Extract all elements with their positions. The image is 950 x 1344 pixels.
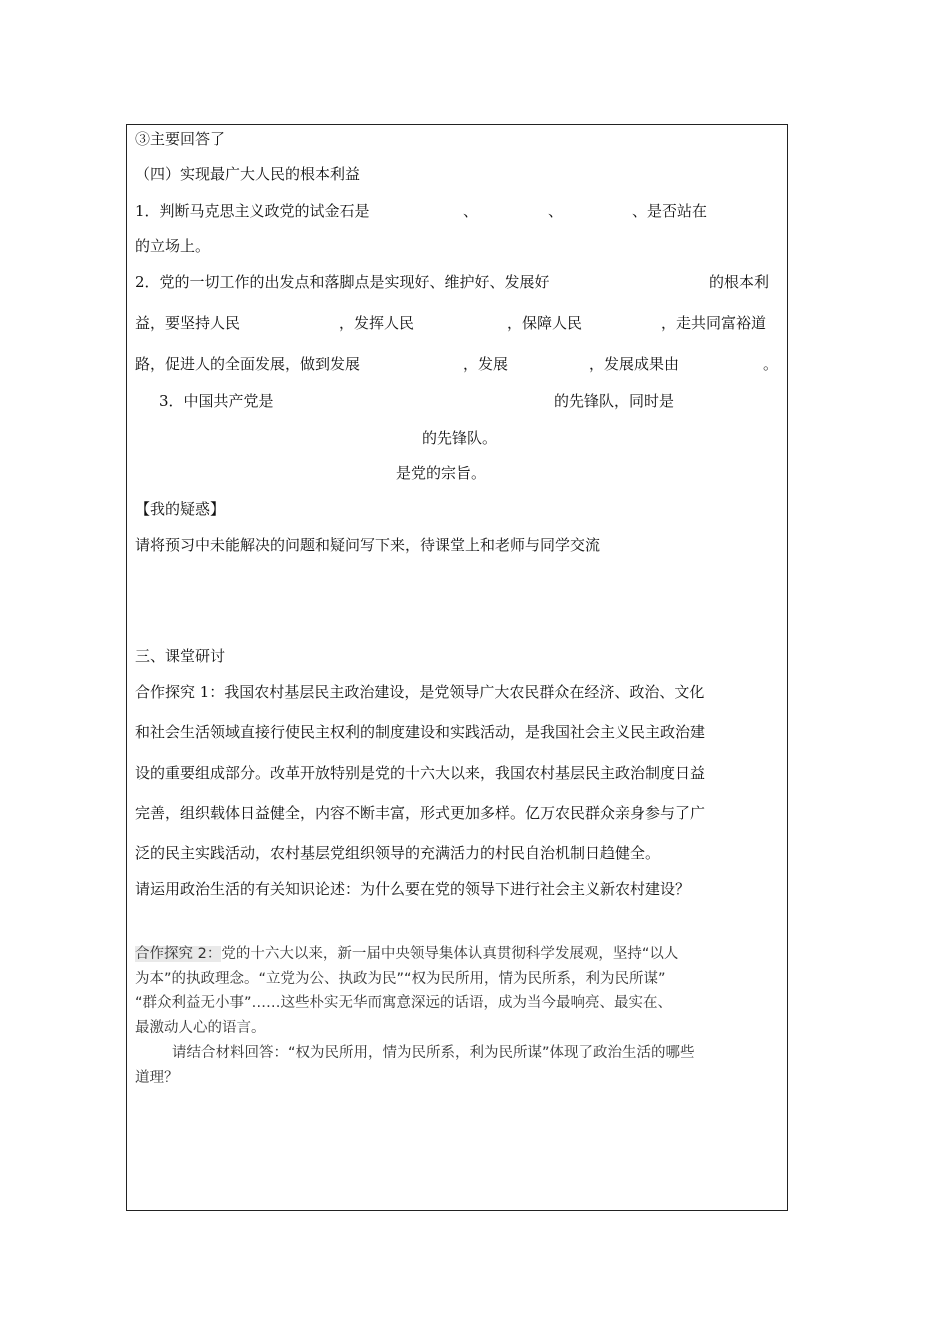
inquiry2-line: “群众利益无小事”……这些朴实无华而寓意深远的话语，成为当今最响亮、最实在、: [135, 995, 673, 1011]
q2-line2-d: ，走共同富裕道: [661, 314, 767, 332]
inquiry1-line: 合作探究 1：我国农村基层民主政治建设，是党领导广大农民群众在经济、政治、文化: [135, 683, 705, 701]
inquiry1-line: 和社会生活领域直接行使民主权利的制度建设和实践活动，是我国社会主义民主政治建: [135, 723, 706, 741]
q2-line3-a: 路，促进人的全面发展，做到发展: [135, 355, 361, 373]
section-heading-4: （四）实现最广大人民的根本利益: [135, 165, 361, 183]
q1-sep-1: 、: [463, 202, 479, 220]
q2-line2-a: 益，要坚持人民: [135, 314, 241, 332]
inquiry2-line: 为本”的执政理念。“立党为公、执政为民”“权为民所用，情为民所系，利为民所谋”: [135, 971, 666, 987]
q2-line3-b: ，发展: [463, 355, 509, 373]
my-doubts-heading: 【我的疑惑】: [135, 500, 226, 518]
section-heading-3: 三、课堂研讨: [135, 647, 226, 665]
q3-line3: 是党的宗旨。: [396, 464, 487, 482]
q3-tail: 的先锋队，同时是: [554, 392, 675, 410]
inquiry2-label: 合作探究 2：: [135, 946, 222, 962]
inquiry2-text: 党的十六大以来，新一届中央领导集体认真贯彻科学发展观，坚持“以人: [221, 946, 679, 962]
q1-line2: 的立场上。: [135, 237, 211, 255]
q1-tail: 、是否站在: [632, 202, 708, 220]
my-doubts-instruction: 请将预习中未能解决的问题和疑问写下来，待课堂上和老师与同学交流: [135, 536, 601, 554]
q2-line2-b: ，发挥人民: [339, 314, 415, 332]
q2-line2-c: ，保障人民: [507, 314, 583, 332]
q1-text: 1．判断马克思主义政党的试金石是: [135, 202, 370, 220]
inquiry1-line: 设的重要组成部分。改革开放特别是党的十六大以来，我国农村基层民主政治制度日益: [135, 764, 706, 782]
q1-sep-2: 、: [548, 202, 564, 220]
q3-text: 3．中国共产党是: [159, 392, 274, 410]
inquiry2-question-end: 道理？: [135, 1070, 179, 1086]
inquiry2-question: 请结合材料回答：“权为民所用，情为民所系，利为民所谋”体现了政治生活的哪些: [172, 1045, 695, 1061]
inquiry2-line-1: [135, 944, 678, 964]
q2-text: 2．党的一切工作的出发点和落脚点是实现好、维护好、发展好: [135, 273, 550, 291]
inquiry1-line: 完善，组织载体日益健全，内容不断丰富，形式更加多样。亿万农民群众亲身参与了广: [135, 804, 706, 822]
q3-line2: 的先锋队。: [422, 429, 498, 447]
q2-tail: 的根本利: [709, 273, 770, 291]
inquiry2-line: 最激动人心的语言。: [135, 1020, 266, 1036]
inquiry1-question: 请运用政治生活的有关知识论述：为什么要在党的领导下进行社会主义新农村建设？: [135, 880, 691, 898]
q2-line3-c: ，发展成果由: [589, 355, 680, 373]
line-main-answer: ③主要回答了: [135, 130, 226, 148]
q2-line3-d: 。: [763, 355, 779, 373]
inquiry1-line: 泛的民主实践活动，农村基层党组织领导的充满活力的村民自治机制日趋健全。: [135, 844, 661, 862]
